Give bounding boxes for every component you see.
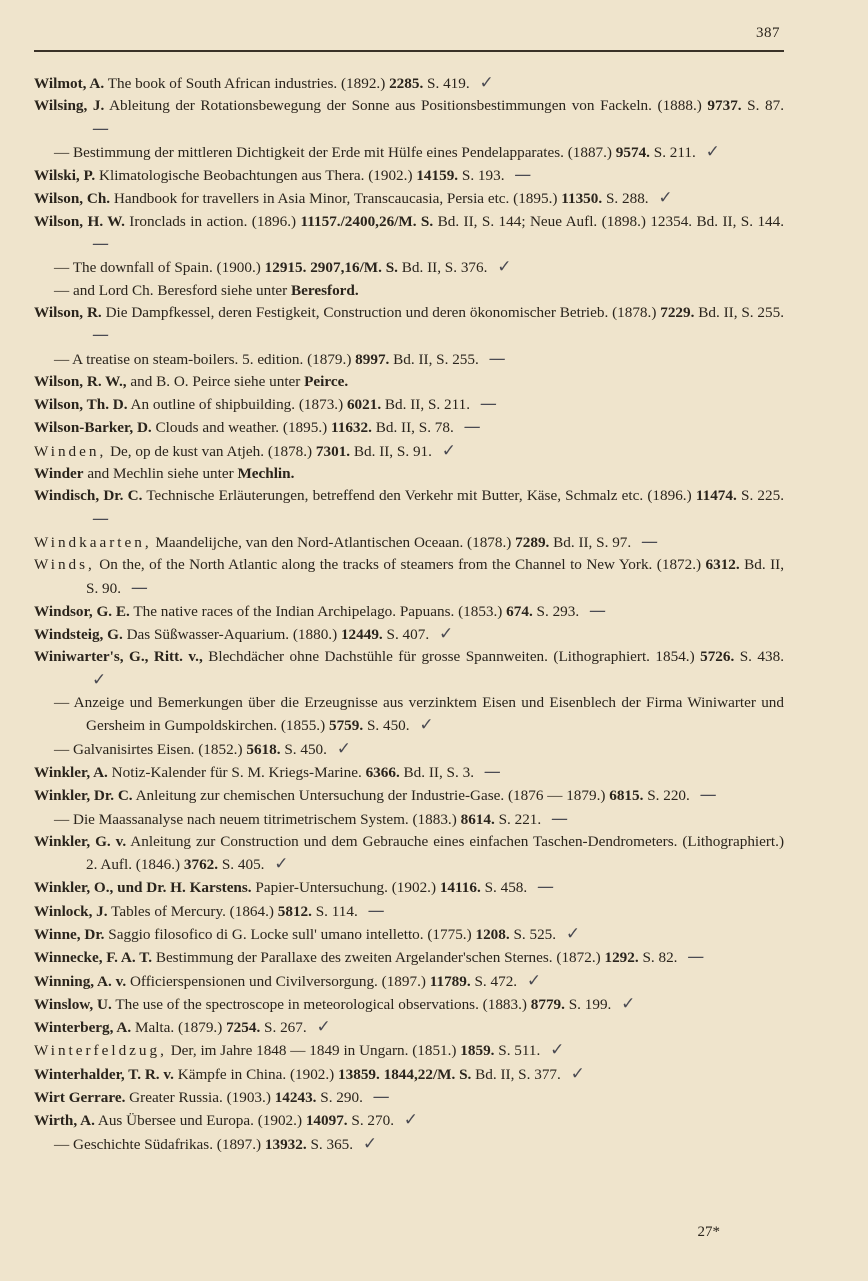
entry-title: Blechdächer ohne Dachstühle für grosse Spannweiten. (Lithographiert. 1854.) (208, 648, 695, 666)
entry-reference: 6366. (365, 763, 400, 781)
entry-title: De, op de kust van Atjeh. (1878.) (110, 442, 313, 460)
entry-author: Winlock, J. (34, 902, 108, 920)
entry-author: Wilson, Th. D. (34, 396, 128, 414)
catalog-entry (34, 993, 784, 1016)
check-mark: — (483, 761, 501, 782)
entry-location: Bd. II, S. 144; Neue Aufl. (1898.) 12354. Bd. II, S. 144. (437, 212, 785, 230)
entry-reference: Peirce. (304, 372, 349, 390)
ditto-dash: — (54, 281, 70, 299)
check-mark: — (463, 417, 481, 438)
check-mark: ✓ (497, 257, 512, 278)
entry-title: Technische Erläuterungen, betreffend den Verkehr mit Butter, Käse, Schmalz etc. (1896.) (146, 487, 692, 505)
catalog-entry (34, 1016, 784, 1039)
entry-reference: 11632. (330, 419, 372, 437)
entry-title: and Mechlin siehe unter (87, 465, 234, 483)
catalog-entry (34, 692, 784, 738)
catalog-entry (34, 371, 784, 393)
check-mark: ✓ (419, 715, 434, 736)
check-mark: — (479, 394, 497, 415)
check-mark: — (367, 900, 385, 921)
entry-author: Windsor, G. E. (34, 602, 130, 620)
entry-location: S. 290. (320, 1089, 363, 1107)
entry-title: Klimatologische Beobachtungen aus Thera. (1902.) (99, 167, 413, 185)
catalog-entry (34, 1039, 784, 1062)
check-mark: ✓ (92, 669, 107, 690)
entry-reference: 5759. (328, 717, 364, 735)
entry-reference: Beresford. (291, 281, 359, 299)
entry-author: Winkler, A. (34, 763, 108, 781)
entry-author: Wilmot, A. (34, 75, 105, 92)
check-mark: — (488, 348, 506, 369)
check-mark: — (640, 531, 658, 552)
check-mark: — (130, 577, 148, 598)
entry-reference: 7301. (315, 442, 351, 460)
entry-title: Ableitung der Rotationsbewegung der Sonne aus Positionsbestimmungen von Fackeln. (1888.) (109, 97, 702, 115)
ditto-dash: — (54, 694, 70, 712)
check-mark: ✓ (565, 923, 581, 944)
catalog-entry (34, 393, 784, 416)
catalog-entry (34, 784, 784, 807)
entry-location: S. 405. (221, 856, 265, 874)
entry-title: Die Maassanalyse nach neuem titrimetrischem System. (1883.) (72, 810, 457, 828)
entry-author: Wilson, R. W., (34, 372, 127, 390)
entry-title: Malta. (1879.) (134, 1019, 223, 1037)
entry-location: S. 270. (351, 1112, 394, 1130)
entry-title: An outline of shipbuilding. (1873.) (130, 396, 344, 414)
entry-reference: 7229. (660, 303, 695, 321)
entry-title: Tables of Mercury. (1864.) (111, 902, 274, 920)
entry-location: S. 450. (366, 717, 410, 735)
catalog-entry (34, 923, 784, 946)
check-mark: ✓ (658, 188, 673, 209)
check-mark: — (514, 165, 532, 186)
entry-location: Bd. II, S. 97. (553, 533, 632, 551)
entry-location: S. 365. (310, 1135, 354, 1153)
entry-title: On the, of the North Atlantic along the tracks of steamers from the Channel to New York. (1872.) (99, 556, 702, 574)
entry-author: Winne, Dr. (34, 925, 105, 943)
entry-location: S. 438. (739, 648, 785, 666)
catalog-entry (34, 440, 784, 463)
catalog-entry (34, 554, 784, 600)
entry-location: S. 511. (498, 1042, 541, 1060)
entry-reference: 6312. (705, 556, 740, 574)
entry-title: and B. O. Peirce siehe unter (130, 372, 301, 390)
check-mark: — (92, 325, 109, 346)
entry-location: S. 220. (647, 787, 690, 805)
check-mark: ✓ (316, 1017, 331, 1038)
entry-location: Bd. II, S. 211. (384, 396, 471, 414)
entry-location: Bd. II, S. 377. (475, 1065, 561, 1083)
check-mark: ✓ (570, 1063, 585, 1084)
check-mark: ✓ (441, 440, 456, 461)
entry-reference: 6815. (609, 787, 644, 805)
entry-reference: 5812. (277, 902, 312, 920)
entry-reference: 1208. (475, 925, 510, 943)
entry-title: Clouds and weather. (1895.) (155, 419, 328, 437)
entry-title: Maandelijche, van den Nord-Atlantischen Oceaan. (1878.) (155, 533, 512, 551)
catalog-entry (34, 95, 784, 141)
catalog-entry (34, 646, 784, 692)
catalog-entry (34, 141, 784, 164)
catalog-entry (34, 348, 784, 371)
signature-mark: 27* (697, 1224, 720, 1240)
entry-author: Wilson, Ch. (34, 190, 111, 208)
entry-location: S. 472. (474, 972, 518, 990)
entry-title: Anzeige und Bemerkungen über die Erzeugnisse aus verzinktem Eisen und Eisenblech der Firma Winiwarter und Gersheim in Gumpoldskirchen. (1855.) (73, 694, 784, 735)
entry-title: The use of the spectroscope in meteorological observations. (1883.) (115, 995, 527, 1013)
catalog-entry (34, 761, 784, 784)
entry-reference: Mechlin. (237, 465, 295, 483)
entry-title: Handbook for travellers in Asia Minor, Transcaucasia, Persia etc. (1895.) (113, 190, 558, 208)
entry-author: Windsteig, G. (34, 626, 123, 644)
catalog-entry (34, 738, 784, 761)
check-mark: ✓ (705, 141, 720, 162)
entry-title: Ironclads in action. (1896.) (129, 212, 297, 230)
entry-title: The downfall of Spain. (1900.) (72, 259, 261, 277)
entry-reference: 5726. (700, 648, 735, 666)
entry-reference: 11350. (561, 190, 603, 208)
entry-reference: 674. (506, 602, 533, 620)
ditto-dash: — (54, 259, 70, 277)
check-mark: — (687, 947, 705, 968)
ditto-dash: — (54, 350, 70, 368)
entry-title: Geschichte Südafrikas. (1897.) (72, 1135, 262, 1153)
entry-reference: 11789. (429, 972, 471, 990)
entry-author: Winder (34, 465, 84, 483)
ditto-dash: — (54, 143, 70, 161)
entry-reference: 8779. (530, 995, 565, 1013)
catalog-entry (34, 164, 784, 187)
check-mark: — (92, 508, 109, 529)
entry-location: Bd. II, S. 91. (353, 442, 432, 460)
check-mark: — (588, 600, 606, 621)
check-mark: ✓ (274, 854, 289, 875)
entry-reference: 11157./2400,26/M. S. (300, 212, 434, 230)
entry-list (34, 72, 784, 1156)
entry-location: S. 419. (427, 75, 470, 92)
entry-reference: 6021. (346, 396, 382, 414)
entry-author: Winkler, O., und Dr. H. Karstens. (34, 879, 252, 897)
entry-reference: 7289. (515, 533, 550, 551)
check-mark: — (92, 234, 109, 255)
catalog-entry (34, 416, 784, 439)
entry-reference: 2285. (389, 75, 424, 92)
entry-reference: 14243. (274, 1089, 317, 1107)
catalog-entry (34, 1133, 784, 1156)
entry-title: Papier-Untersuchung. (1902.) (255, 879, 437, 897)
entry-title: Der, im Jahre 1848 — 1849 in Ungarn. (1851.) (170, 1042, 457, 1060)
entry-location: S. 288. (605, 190, 649, 208)
entry-reference: 5618. (246, 740, 281, 758)
entry-location: S. 193. (461, 167, 505, 185)
check-mark: ✓ (550, 1040, 565, 1061)
entry-author: Winnecke, F. A. T. (34, 949, 153, 967)
catalog-entry (34, 187, 784, 210)
check-mark: — (372, 1087, 390, 1108)
catalog-entry (34, 531, 784, 554)
entry-title: The book of South African industries. (1892.) (107, 75, 386, 92)
entry-author: Winslow, U. (34, 995, 112, 1013)
check-mark: — (536, 877, 554, 898)
entry-reference: 9737. (707, 97, 742, 115)
entry-title: Kämpfe in China. (1902.) (177, 1065, 335, 1083)
entry-author: Wilski, P. (34, 167, 96, 185)
entry-location: S. 199. (568, 995, 612, 1013)
entry-keyword: Windkaarten, (34, 533, 152, 551)
entry-author: Wilsing, J. (34, 97, 105, 115)
ditto-dash: — (54, 740, 70, 758)
catalog-entry (34, 1109, 784, 1132)
entry-reference: 13859. 1844,22/M. S. (338, 1065, 472, 1083)
entry-author: Wilson-Barker, D. (34, 419, 152, 437)
catalog-entry (34, 256, 784, 279)
entry-title: Greater Russia. (1903.) (129, 1089, 271, 1107)
entry-location: Bd. II, S. 3. (403, 763, 474, 781)
check-mark: — (699, 785, 717, 806)
entry-title: and Lord Ch. Beresford siehe unter (72, 281, 288, 299)
ditto-dash: — (54, 810, 70, 828)
entry-reference: 8997. (355, 350, 390, 368)
entry-author: Wilson, H. W. (34, 212, 125, 230)
entry-location: Bd. II, S. 255. (393, 350, 479, 368)
entry-author: Winterberg, A. (34, 1019, 132, 1037)
entry-location: S. 267. (264, 1019, 307, 1037)
entry-author: Windisch, Dr. C. (34, 487, 143, 505)
entry-reference: 11474. (695, 487, 737, 505)
entry-author: Wirt Gerrare. (34, 1089, 126, 1107)
entry-title: Notiz-Kalender für S. M. Kriegs-Marine. (111, 763, 362, 781)
entry-location: S. 221. (498, 810, 542, 828)
entry-author: Winterhalder, T. R. v. (34, 1065, 174, 1083)
entry-author: Winiwarter's, G., Ritt. v., (34, 648, 203, 666)
entry-title: Bestimmung der Parallaxe des zweiten Argelander'schen Sternes. (1872.) (155, 949, 601, 967)
entry-reference: 13932. (264, 1135, 307, 1153)
check-mark: — (92, 118, 109, 139)
entry-reference: 1292. (604, 949, 639, 967)
catalog-entry (34, 831, 784, 877)
catalog-entry (34, 280, 784, 302)
entry-location: S. 407. (386, 626, 430, 644)
entry-author: Winkler, Dr. C. (34, 787, 133, 805)
entry-reference: 7254. (226, 1019, 261, 1037)
entry-location: S. 525. (513, 925, 557, 943)
check-mark: ✓ (526, 970, 542, 991)
check-mark: ✓ (336, 738, 351, 759)
entry-title: Saggio filosofico di G. Locke sull' umano intelletto. (1775.) (108, 925, 472, 943)
entry-title: Anleitung zur chemischen Untersuchung der Industrie-Gase. (1876 — 1879.) (135, 787, 606, 805)
entry-reference: 12449. (340, 626, 383, 644)
check-mark: — (550, 808, 568, 829)
entry-author: Winkler, G. v. (34, 832, 127, 850)
entry-reference: 3762. (183, 856, 219, 874)
check-mark: ✓ (479, 73, 494, 93)
entry-reference: 9574. (615, 143, 650, 161)
entry-title: A treatise on steam-boilers. 5. edition. (1879.) (72, 350, 352, 368)
check-mark: ✓ (403, 1110, 419, 1131)
catalog-entry (34, 211, 784, 257)
entry-location: S. 293. (536, 602, 580, 620)
entry-keyword: Winden, (34, 442, 107, 460)
entry-location: Bd. II, S. 376. (401, 259, 488, 277)
entry-location: S. 87. (747, 97, 784, 115)
entry-location: Bd. II, S. 255. (698, 303, 785, 321)
entry-location: S. 211. (653, 143, 696, 161)
entry-title: Aus Übersee und Europa. (1902.) (97, 1112, 303, 1130)
catalog-entry (34, 302, 784, 348)
entry-reference: 14097. (305, 1112, 348, 1130)
catalog-entry (34, 72, 784, 95)
entry-title: Die Dampfkessel, deren Festigkeit, Construction und deren ökonomischer Betrieb. (1878.) (105, 303, 657, 321)
entry-title: Anleitung zur Construction und dem Gebrauche eines einfachen Taschen-Dendrometers. (Lithographiert.) 2. Aufl. (1846.) (86, 832, 785, 874)
catalog-entry (34, 876, 784, 899)
check-mark: ✓ (621, 993, 636, 1014)
catalog-entry (34, 1086, 784, 1109)
catalog-entry (34, 970, 784, 993)
entry-keyword: Winterfeldzug, (34, 1042, 167, 1060)
catalog-entry (34, 946, 784, 969)
entry-location: S. 225. (741, 487, 785, 505)
entry-location: S. 114. (315, 902, 358, 920)
catalog-entry (34, 600, 784, 623)
entry-reference: 14159. (416, 167, 459, 185)
entry-reference: 1859. (460, 1042, 495, 1060)
entry-title: Bestimmung der mittleren Dichtigkeit der Erde mit Hülfe eines Pendelapparates. (1887.) (72, 143, 612, 161)
entry-location: S. 82. (642, 949, 678, 967)
entry-title: Galvanisirtes Eisen. (1852.) (72, 740, 243, 758)
catalog-entry (34, 623, 784, 646)
entry-reference: 14116. (439, 879, 481, 897)
entry-author: Wilson, R. (34, 303, 102, 321)
header-rule (34, 50, 784, 52)
entry-author: Wirth, A. (34, 1112, 95, 1130)
entry-reference: 12915. 2907,16/M. S. (264, 259, 398, 277)
entry-reference: 8614. (460, 810, 495, 828)
entry-location: S. 450. (284, 740, 327, 758)
check-mark: ✓ (438, 624, 454, 645)
catalog-entry (34, 485, 784, 531)
entry-author: Winning, A. v. (34, 972, 127, 990)
entry-title: The native races of the Indian Archipelago. Papuans. (1853.) (133, 602, 503, 620)
catalog-entry (34, 463, 784, 485)
page-number: 387 (756, 25, 780, 41)
entry-keyword: Winds, (34, 556, 95, 574)
catalog-entry (34, 1063, 784, 1086)
entry-location: Bd. II, S. 78. (375, 419, 454, 437)
catalog-entry (34, 900, 784, 923)
entry-location: S. 458. (484, 879, 528, 897)
entry-title: Officierspensionen und Civilversorgung. (1897.) (129, 972, 426, 990)
catalog-entry (34, 808, 784, 831)
check-mark: ✓ (362, 1133, 378, 1154)
entry-title: Das Süßwasser-Aquarium. (1880.) (126, 626, 338, 644)
entry-location: Bd. II, S. 90. (86, 556, 784, 597)
ditto-dash: — (54, 1135, 70, 1153)
